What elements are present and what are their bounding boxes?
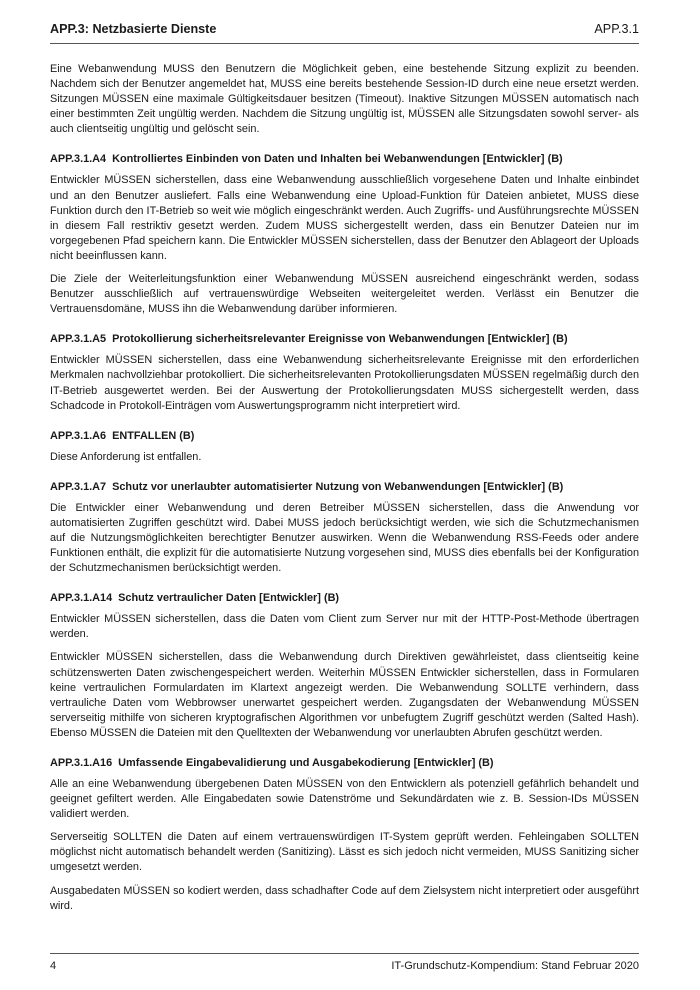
requirement-title: Protokollierung sicherheitsrelevanter Ereignisse von Webanwendungen [Entwickler] (B)	[112, 333, 568, 346]
requirement-paragraph: Die Ziele der Weiterleitungsfunktion einer Webanwendung MÜSSEN ausreichend eingeschränkt werden, sodass Benutzer ausschließlich auf vertrauenswürdige Webseiten weitergeleitet werden. Verlässt ein Benutzer die Vertrauensdomäne, MUSS ihn die Webanwendung darüber informieren.	[50, 273, 639, 316]
requirement-id: APP.3.1.A5	[50, 333, 107, 346]
requirement-paragraph: Serverseitig SOLLTEN die Daten auf einem vertrauenswürdigen IT-System geprüft werden. Fehleingaben SOLLTEN möglichst nicht automatisch behandelt werden (Sanitizing). Lässt es sich jedoch nicht vermeiden, MUSS Sanitizing sicher umgesetzt werden.	[50, 831, 639, 874]
requirement-id: APP.3.1.A7	[50, 480, 107, 493]
requirement-heading	[50, 756, 639, 771]
requirement-paragraph: Die Entwickler einer Webanwendung und deren Betreiber MÜSSEN sicherstellen, dass die Anwendung vor automatisierten Zugriffen geschützt wird. Dabei MUSS jedoch berücksichtigt werden, wie sich die Schutzmechanismen auf die Nutzungsmöglichkeiten berechtigter Benutzer auswirken. Wenn die Webanwendung RSS-Feeds oder andere Funktionen enthält, die explizit für die automatisierte Nutzung vorgesehen sind, MUSS dies ebenfalls bei der Konfiguration der Schutzmechanismen berücksichtigt werden.	[50, 501, 639, 575]
requirement-id: APP.3.1.A16	[50, 757, 113, 769]
requirement-heading	[50, 429, 639, 444]
requirement-title: ENTFALLEN (B)	[112, 429, 195, 442]
requirement-paragraph: Entwickler MÜSSEN sicherstellen, dass eine Webanwendung ausschließlich vorgesehene Daten und Inhalte einbindet und an den Benutzer ausliefert. Falls eine Webanwendung eine Upload-Funktion für Dateien anbietet, MUSS diese Funktion durch den IT-Betrieb so weit wie möglich eingeschränkt werden. Auch Zugriffs- und Ausführungsrechte MÜSSEN in diesem Fall restriktiv gesetzt werden. Zudem MUSS sichergestellt werden, dass ein Benutzer Dateien nur im vorgegebenen Pfad speichern kann. Die Entwickler MÜSSEN sicherstellen, dass der Benutzer den Ablageort der Uploads nicht beeinflussen kann.	[50, 174, 639, 262]
requirement-id: APP.3.1.A4	[50, 153, 107, 166]
requirement-paragraph: Entwickler MÜSSEN sicherstellen, dass die Daten vom Client zum Server nur mit der HTTP-Post-Methode übertragen werden.	[50, 613, 639, 641]
requirement-paragraph: Ausgabedaten MÜSSEN so kodiert werden, dass schadhafter Code auf dem Zielsystem nicht interpretiert oder ausgeführt wird.	[50, 884, 639, 912]
requirement-paragraph: Entwickler MÜSSEN sicherstellen, dass die Webanwendung durch Direktiven gewährleistet, dass clientseitig keine schützenswerten Daten zwischengespeichert werden. Weiterhin MÜSSEN Entwickler sicherstellen, dass in Formularen keine vertraulichen Formulardaten im Klartext angezeigt werden. Die Webanwendung SOLLTE verhindern, dass vertrauliche Daten vom Webbrowser unerwartet gespeichert werden. Zugangsdaten der Webanwendung MÜSSEN serverseitig mithilfe von sicheren kryptografischen Algorithmen vor unbefugtem Zugriff geschützt werden (Salted Hash). Ebenso MÜSSEN die Dateien mit den Quelltexten der Webanwendung vor unerlaubten Abrufen geschützt werden.	[50, 651, 639, 739]
requirement-title: Umfassende Eingabevalidierung und Ausgabekodierung [Entwickler] (B)	[118, 757, 494, 769]
page-header	[50, 19, 639, 44]
requirement-paragraph: Entwickler MÜSSEN sicherstellen, dass eine Webanwendung sicherheitsrelevante Ereignisse mit den erforderlichen Merkmalen nachvollziehbar protokolliert. Die sicherheitsrelevanten Protokollierungsdaten MÜSSEN regelmäßig durch den IT-Betrieb ausgewertet werden. Bei der Auswertung der Protokollierungsdaten MUSS sichergestellt werden, dass Schadcode in Protokoll-Einträgen vom Auswertungsprogramm nicht interpretiert wird.	[50, 354, 639, 412]
page-number: 4	[50, 960, 57, 972]
chapter-title: APP.3: Netzbasierte Dienste	[50, 22, 217, 36]
requirement-heading	[50, 332, 639, 347]
requirement-heading	[50, 591, 639, 606]
requirement-paragraph: Alle an eine Webanwendung übergebenen Daten MÜSSEN von den Entwicklern als potenziell gefährlich behandelt und geeignet gefiltert werden. Alle Eingabedaten sowie Datenströme und Sekundärdaten wie z. B. Session-IDs MÜSSEN validiert werden.	[50, 778, 639, 821]
document-source: IT-Grundschutz-Kompendium: Stand Februar 2020	[391, 960, 639, 972]
page-footer	[50, 953, 639, 972]
requirement-heading	[50, 152, 639, 167]
requirement-sections	[50, 152, 639, 913]
intro-paragraph: Eine Webanwendung MUSS den Benutzern die Möglichkeit geben, eine bestehende Sitzung explizit zu beenden. Nachdem sich der Benutzer angemeldet hat, MUSS eine bereits bestehende Session-ID durch eine neue ersetzt werden. Sitzungen MÜSSEN eine maximale Gültigkeitsdauer besitzen (Timeout). Inaktive Sitzungen MÜSSEN automatisch nach einer bestimmten Zeit ungültig werden. Nachdem die Sitzung ungültig ist, MÜSSEN alle Sitzungsdaten sowohl server- als auch clientseitig ungültig und gelöscht sein.	[50, 63, 639, 136]
requirement-id: APP.3.1.A14	[50, 592, 113, 605]
requirement-title: Schutz vertraulicher Daten [Entwickler] (B)	[118, 592, 340, 605]
requirement-paragraph: Diese Anforderung ist entfallen.	[50, 450, 202, 463]
requirement-heading	[50, 480, 639, 495]
requirement-id: APP.3.1.A6	[50, 429, 107, 442]
requirement-title: Schutz vor unerlaubter automatisierter Nutzung von Webanwendungen [Entwickler] (B)	[112, 480, 564, 493]
module-id: APP.3.1	[594, 22, 639, 36]
requirement-title: Kontrolliertes Einbinden von Daten und Inhalten bei Webanwendungen [Entwickler] (B)	[112, 153, 563, 166]
document-body	[50, 62, 639, 922]
